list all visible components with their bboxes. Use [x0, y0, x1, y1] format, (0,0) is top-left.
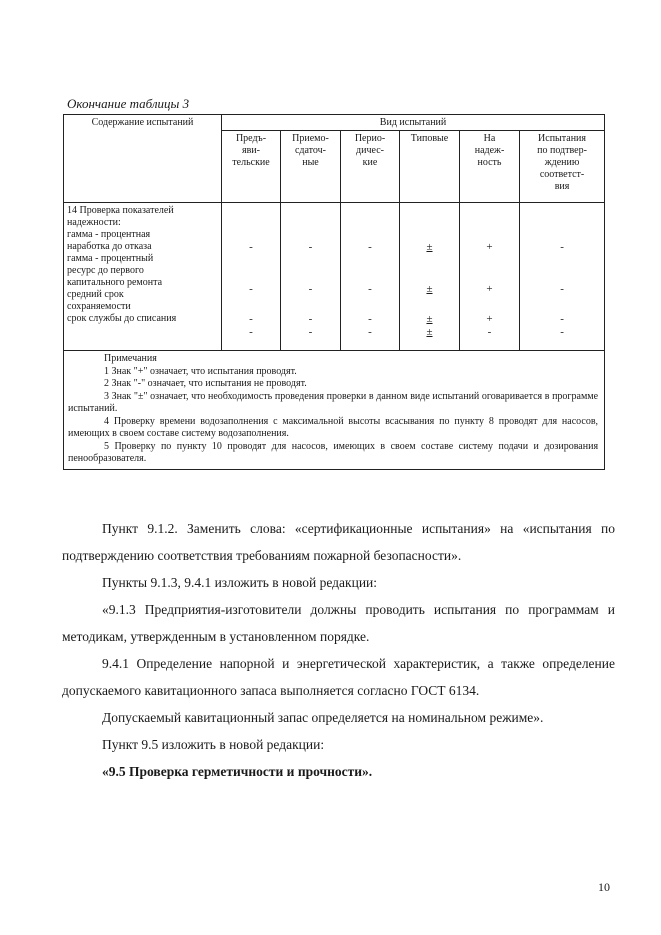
table-mark: - — [368, 241, 372, 253]
table-mark: - — [368, 313, 372, 325]
marks-col-1 — [222, 203, 281, 351]
row-label-line: гамма - процентный — [67, 253, 154, 264]
table-mark: - — [308, 326, 313, 338]
marks-col-4 — [400, 203, 460, 351]
table-mark: - — [560, 241, 564, 253]
header-group-label: Вид испытаний — [379, 117, 447, 128]
row-label-line: сохраняемости — [67, 301, 131, 312]
table-mark: ± — [426, 313, 433, 325]
paragraph-9-5-heading: «9.5 Проверка герметичности и прочности». — [102, 764, 373, 779]
row-label-line: 14 Проверка показателей — [67, 205, 174, 216]
note-2: 2 Знак "-" означает, что испытания не проводят. — [104, 378, 307, 389]
paragraph-9-5-intro: Пункт 9.5 изложить в новой редакции: — [102, 737, 325, 752]
header-type-line: вия — [554, 181, 570, 192]
row-label-line: срок службы до списания — [67, 313, 177, 324]
notes-cell — [64, 351, 605, 470]
notes-title: Примечания — [104, 353, 157, 364]
header-type-line: надеж- — [474, 145, 505, 156]
table-mark: + — [486, 241, 493, 253]
table-mark: + — [486, 313, 493, 325]
header-type-line: Приемо- — [292, 133, 329, 144]
table-mark: - — [368, 283, 372, 295]
body-text — [62, 515, 615, 785]
table-mark: - — [487, 326, 492, 338]
table-mark: - — [560, 283, 564, 295]
row-label-line: надежности: — [67, 217, 121, 228]
table-mark: - — [308, 283, 313, 295]
paragraph-9-1-3: «9.1.3 Предприятия-изготовители должны проводить испытания по программам и методикам, утвержденным в установленном порядке. — [62, 602, 615, 644]
header-type-line: яви- — [241, 145, 260, 156]
header-type-cell — [400, 131, 460, 203]
header-type-cell — [222, 131, 281, 203]
table-mark: ± — [426, 326, 433, 338]
table-mark: - — [368, 326, 372, 338]
row-label-line: средний срок — [67, 289, 124, 300]
header-type-line: Перио- — [354, 133, 386, 144]
note-5: 5 Проверку по пункту 10 проводят для насосов, имеющих в своем составе систему подачи и дозирования пенообразователя. — [68, 440, 599, 464]
paragraph-9-1-2: Пункт 9.1.2. Заменить слова: «сертификационные испытания» на «испытания по подтверждению соответствия требованиям пожарной безопасности». — [62, 521, 615, 563]
table-mark: - — [308, 313, 313, 325]
header-type-line: Испытания — [538, 133, 587, 144]
table-caption: Окончание таблицы 3 — [67, 96, 190, 111]
header-type-cell — [460, 131, 520, 203]
header-type-line: ные — [302, 157, 319, 168]
header-type-cell — [281, 131, 341, 203]
table-mark: - — [249, 241, 253, 253]
page-number: 10 — [598, 880, 610, 894]
header-type-line: тельские — [232, 157, 270, 168]
table-mark: - — [560, 326, 564, 338]
header-type-line: сдаточ- — [294, 145, 327, 156]
header-type-cell — [341, 131, 400, 203]
table-mark: - — [249, 313, 253, 325]
paragraph-items-intro: Пункты 9.1.3, 9.4.1 изложить в новой редакции: — [102, 575, 378, 590]
header-type-line: Типовые — [410, 133, 449, 144]
table-mark: ± — [426, 283, 433, 295]
header-content-cell — [64, 115, 222, 203]
marks-col-6 — [520, 203, 605, 351]
table-mark: - — [249, 283, 253, 295]
marks-col-2 — [281, 203, 341, 351]
tests-table — [63, 114, 605, 470]
table-mark: + — [486, 283, 493, 295]
header-type-line: по подтвер- — [537, 145, 587, 156]
paragraph-9-4-1: 9.4.1 Определение напорной и энергетической характеристик, а также определение допускаемого кавитационного запаса выполняется согласно ГОСТ 6134. — [62, 656, 615, 698]
note-3: 3 Знак "±" означает, что необходимость проведения проверки в данном виде испытаний оговаривается в программе испытаний. — [68, 390, 599, 414]
note-1: 1 Знак "+" означает, что испытания проводят. — [104, 365, 297, 377]
header-type-line: дичес- — [356, 145, 384, 156]
table-mark: - — [308, 241, 313, 253]
header-type-cell — [520, 131, 605, 203]
header-type-line: ность — [477, 157, 502, 168]
header-type-line: кие — [362, 157, 378, 168]
marks-col-3 — [341, 203, 400, 351]
table-mark: - — [560, 313, 564, 325]
header-content-label: Содержание испытаний — [91, 117, 194, 128]
row-label-line: гамма - процентная — [67, 229, 151, 240]
note-4: 4 Проверку времени водозаполнения с максимальной высоты всасывания по пункту 8 проводят для насосов, имеющих в своем составе систему водозаполнения. — [68, 415, 599, 439]
header-type-line: ждению — [544, 157, 580, 168]
table-mark: - — [249, 326, 253, 338]
header-type-line: соответст- — [539, 169, 585, 180]
header-type-line: На — [483, 133, 496, 144]
table-mark: ± — [426, 241, 433, 253]
row-label-line: ресурс до первого — [67, 265, 144, 276]
marks-col-5 — [460, 203, 520, 351]
paragraph-cavitation: Допускаемый кавитационный запас определяется на номинальном режиме». — [102, 710, 544, 725]
row-label-line: капитального ремонта — [67, 277, 163, 288]
row-label-cell — [64, 203, 222, 351]
header-group-cell — [222, 115, 605, 131]
header-type-line: Предъ- — [235, 133, 267, 144]
row-label-line: наработка до отказа — [67, 241, 152, 252]
